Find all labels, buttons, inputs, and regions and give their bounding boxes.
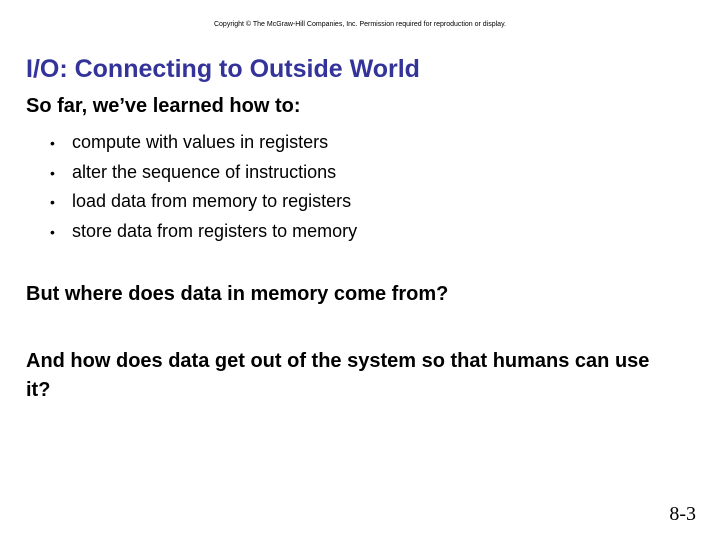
question-data-output: And how does data get out of the system so that humans can use it? xyxy=(26,350,650,401)
bullet-marker: • xyxy=(50,223,55,240)
bullet-list xyxy=(50,128,357,246)
slide-title: I/O: Connecting to Outside World xyxy=(26,55,420,83)
bullet-text: alter the sequence of instructions xyxy=(72,161,337,182)
bullet-item xyxy=(50,187,357,217)
bullet-marker: • xyxy=(50,135,55,151)
bullet-marker: • xyxy=(50,164,55,181)
bullet-text: compute with values in registers xyxy=(72,132,329,152)
bullet-text: load data from memory to registers xyxy=(72,191,352,211)
copyright-notice: Copyright © The McGraw-Hill Companies, Inc. Permission required for reproduction or display. xyxy=(213,21,506,28)
page-number: 8-3 xyxy=(669,503,696,525)
bullet-text: store data from registers to memory xyxy=(72,220,358,241)
bullet-item xyxy=(50,128,357,158)
bullet-item xyxy=(50,217,357,247)
question-data-source: But where does data in memory come from? xyxy=(26,283,449,305)
bullet-item xyxy=(50,158,357,188)
intro-text: So far, we’ve learned how to: xyxy=(26,95,301,117)
bullet-marker: • xyxy=(50,194,55,210)
